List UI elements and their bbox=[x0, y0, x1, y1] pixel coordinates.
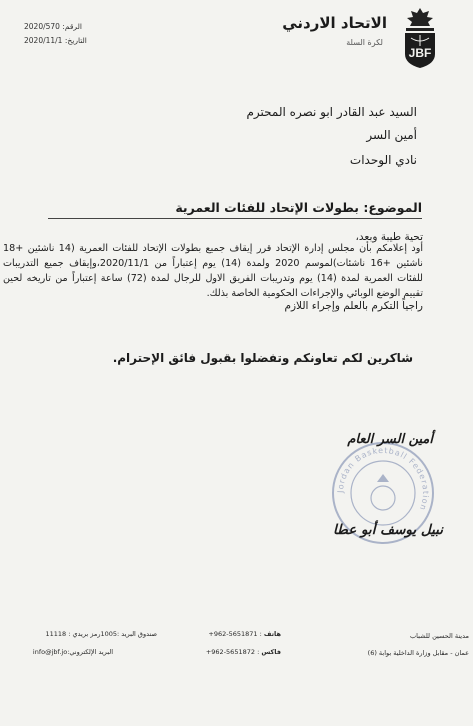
jbf-logo-text: JBF bbox=[408, 46, 432, 60]
addressee-name: السيد عبد القادر ابو نصره المحترم bbox=[246, 105, 417, 119]
addressee-club: نادي الوحدات bbox=[349, 153, 417, 167]
jbf-logo bbox=[399, 6, 441, 70]
reference-number: الرقم: 2020/570 bbox=[24, 22, 82, 31]
date-label: التاريخ bbox=[67, 36, 87, 45]
footer-po-box: صندوق البريد :1005رمز بريدي : 11118 bbox=[45, 630, 157, 638]
greeting: تحية طيبة وبعد، bbox=[355, 231, 423, 243]
letter-date: التاريخ: 2020/11/1 bbox=[24, 36, 87, 45]
ref-value: 2020/570 bbox=[24, 22, 60, 31]
fax-label: فاكس bbox=[261, 648, 281, 656]
date-value: 2020/11/1 bbox=[24, 36, 63, 45]
addressee-title: أمين السر bbox=[366, 128, 417, 142]
subject-block bbox=[48, 200, 422, 219]
signatory-title: أمين السر العام bbox=[347, 432, 433, 447]
subject-divider bbox=[48, 218, 422, 219]
closing-line: راجياً التكرم بالعلم وإجراء اللازم bbox=[284, 300, 423, 312]
phone-label: هاتف bbox=[263, 630, 281, 638]
phone-value: +962-5651871 bbox=[208, 630, 258, 638]
org-name: الاتحاد الاردني bbox=[282, 14, 387, 32]
signatory-name: نبيل يوسف أبو عطا bbox=[333, 522, 443, 538]
ref-label: الرقم bbox=[64, 22, 82, 31]
org-subtitle: لكرة السلة bbox=[346, 38, 383, 47]
subject-line: الموضوع: بطولات الإتحاد للفئات العمرية bbox=[175, 200, 422, 215]
thanks-line: شاكرين لكم تعاونكم وتفضلوا بقبول فائق الإحترام. bbox=[112, 351, 413, 365]
footer-fax: فاكس : +962-5651872 bbox=[205, 648, 281, 656]
seal-text: Jordan Basketball Federation bbox=[335, 445, 431, 513]
footer-city: مدينة الحسين للشباب bbox=[410, 632, 469, 640]
footer-address: عمان - مقابل وزارة الداخلية بوابة (6) bbox=[367, 649, 469, 657]
body-paragraph: أود إعلامكم بأن مجلس إدارة الإتحاد قرر إيقاف جميع بطولات الإتحاد للفئات العمرية (14 ناشئين +18 ناشئين +16 ناشئات)لموسم 2020 ولمدة (14) يوم إعتباراً من 2020/11/1،وإيقاف جميع التدريبات للفئات العمرية لمدة (14) يوم وتدريبات الفريق الاول للرجال لمدة (72) ساعة إعتباراً من تاريخه لحين تقييم الوضع الوبائي والإجراءات الحكومية الخاصة بذلك. bbox=[3, 243, 423, 299]
fax-value: +962-5651872 bbox=[205, 648, 255, 656]
footer-email: البريد الإلكتروني:info@jbf.jo bbox=[32, 648, 113, 656]
footer-phone: هاتف : +962-5651871 bbox=[208, 630, 281, 638]
